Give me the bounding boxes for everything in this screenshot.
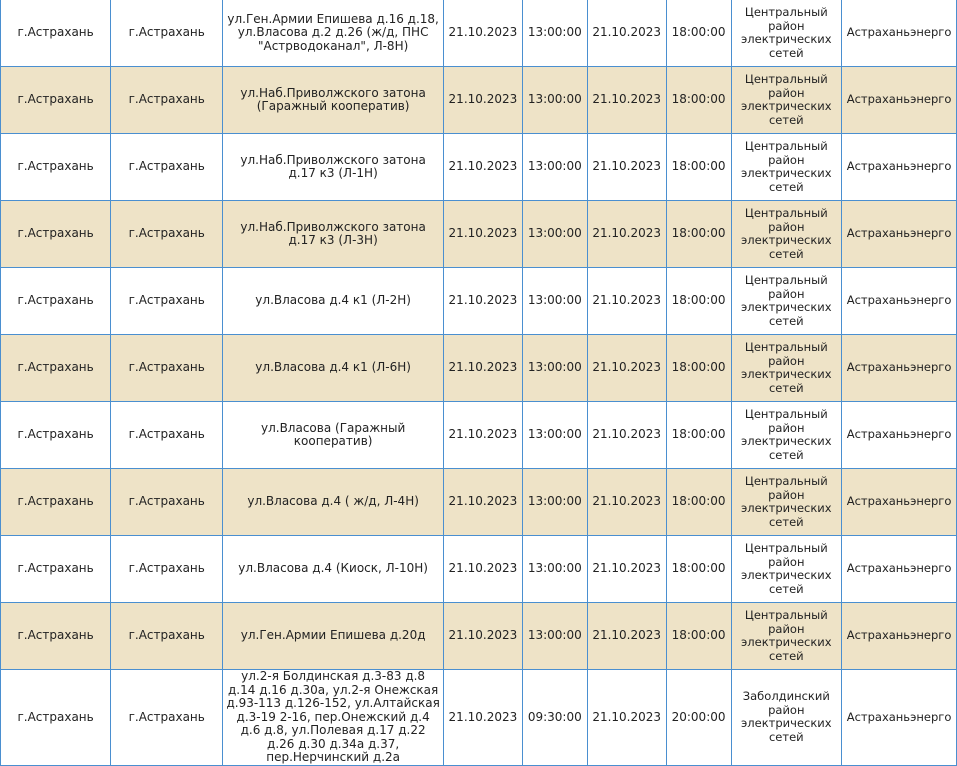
end-date-cell: 21.10.2023 [587,335,666,402]
end-time-cell: 18:00:00 [666,67,731,134]
end-time-cell: 18:00:00 [666,201,731,268]
start-date-cell: 21.10.2023 [443,268,522,335]
organization-cell: Астраханьэнерго [842,670,957,766]
address-cell: ул.Ген.Армии Епишева д.16 д.18, ул.Власова д.2 д.26 (ж/д, ПНС "Астрводоканал", Л-8Н) [223,0,444,67]
organization-cell: Астраханьэнерго [842,603,957,670]
network-cell: Центральный район электрических сетей [731,201,842,268]
address-cell: ул.Власова (Гаражный кооператив) [223,402,444,469]
city-cell: г.Астрахань [1,536,111,603]
city-cell: г.Астрахань [1,67,111,134]
end-time-cell: 18:00:00 [666,402,731,469]
address-cell: ул.Наб.Приволжского затона д.17 к3 (Л-3Н) [223,201,444,268]
locality-cell: г.Астрахань [111,0,223,67]
city-cell: г.Астрахань [1,469,111,536]
table-row [1,335,957,402]
network-cell: Центральный район электрических сетей [731,67,842,134]
city-cell: г.Астрахань [1,0,111,67]
locality-cell: г.Астрахань [111,469,223,536]
table-row [1,67,957,134]
organization-cell: Астраханьэнерго [842,0,957,67]
start-time-cell: 13:00:00 [522,536,587,603]
organization-cell: Астраханьэнерго [842,268,957,335]
start-date-cell: 21.10.2023 [443,536,522,603]
end-time-cell: 18:00:00 [666,0,731,67]
organization-cell: Астраханьэнерго [842,201,957,268]
locality-cell: г.Астрахань [111,536,223,603]
locality-cell: г.Астрахань [111,134,223,201]
network-cell: Центральный район электрических сетей [731,402,842,469]
table-row [1,603,957,670]
organization-cell: Астраханьэнерго [842,335,957,402]
table-row [1,402,957,469]
table-body [1,0,957,765]
network-cell: Центральный район электрических сетей [731,536,842,603]
organization-cell: Астраханьэнерго [842,402,957,469]
start-date-cell: 21.10.2023 [443,201,522,268]
start-date-cell: 21.10.2023 [443,603,522,670]
start-time-cell: 13:00:00 [522,134,587,201]
organization-cell: Астраханьэнерго [842,469,957,536]
locality-cell: г.Астрахань [111,268,223,335]
city-cell: г.Астрахань [1,268,111,335]
end-date-cell: 21.10.2023 [587,0,666,67]
locality-cell: г.Астрахань [111,402,223,469]
end-time-cell: 18:00:00 [666,536,731,603]
address-cell: ул.Наб.Приволжского затона д.17 к3 (Л-1Н) [223,134,444,201]
start-time-cell: 13:00:00 [522,268,587,335]
table-row [1,469,957,536]
end-time-cell: 18:00:00 [666,469,731,536]
start-time-cell: 09:30:00 [522,670,587,766]
address-cell: ул.Власова д.4 к1 (Л-2Н) [223,268,444,335]
network-cell: Центральный район электрических сетей [731,335,842,402]
start-time-cell: 13:00:00 [522,67,587,134]
network-cell: Заболдинский район электрических сетей [731,670,842,766]
city-cell: г.Астрахань [1,603,111,670]
city-cell: г.Астрахань [1,335,111,402]
organization-cell: Астраханьэнерго [842,536,957,603]
locality-cell: г.Астрахань [111,335,223,402]
end-time-cell: 18:00:00 [666,134,731,201]
table-row [1,201,957,268]
end-date-cell: 21.10.2023 [587,67,666,134]
network-cell: Центральный район электрических сетей [731,134,842,201]
address-cell: ул.Власова д.4 ( ж/д, Л-4Н) [223,469,444,536]
network-cell: Центральный район электрических сетей [731,0,842,67]
end-time-cell: 18:00:00 [666,268,731,335]
start-date-cell: 21.10.2023 [443,0,522,67]
table-row [1,670,957,766]
table-row [1,536,957,603]
start-time-cell: 13:00:00 [522,469,587,536]
start-date-cell: 21.10.2023 [443,335,522,402]
address-cell: ул.Ген.Армии Епишева д.20д [223,603,444,670]
end-date-cell: 21.10.2023 [587,268,666,335]
start-time-cell: 13:00:00 [522,0,587,67]
end-time-cell: 18:00:00 [666,335,731,402]
city-cell: г.Астрахань [1,134,111,201]
address-cell: ул.Наб.Приволжского затона (Гаражный кооператив) [223,67,444,134]
city-cell: г.Астрахань [1,201,111,268]
city-cell: г.Астрахань [1,670,111,766]
locality-cell: г.Астрахань [111,670,223,766]
table-row [1,268,957,335]
organization-cell: Астраханьэнерго [842,134,957,201]
table-row [1,134,957,201]
end-date-cell: 21.10.2023 [587,603,666,670]
start-date-cell: 21.10.2023 [443,469,522,536]
start-time-cell: 13:00:00 [522,603,587,670]
address-cell: ул.Власова д.4 (Киоск, Л-10Н) [223,536,444,603]
locality-cell: г.Астрахань [111,603,223,670]
end-date-cell: 21.10.2023 [587,402,666,469]
organization-cell: Астраханьэнерго [842,67,957,134]
start-date-cell: 21.10.2023 [443,670,522,766]
start-time-cell: 13:00:00 [522,402,587,469]
city-cell: г.Астрахань [1,402,111,469]
start-date-cell: 21.10.2023 [443,402,522,469]
end-date-cell: 21.10.2023 [587,536,666,603]
start-date-cell: 21.10.2023 [443,67,522,134]
table-row [1,0,957,67]
end-date-cell: 21.10.2023 [587,134,666,201]
address-cell: ул.2-я Болдинская д.3-83 д.8 д.14 д.16 д.30а, ул.2-я Онежская д.93-113 д.126-152, ул.Алтайская д.3-19 2-16, пер.Онежский д.4 д.6 д.8, ул.Полевая д.17 д.22 д.26 д.30 д.34а д.37, пер.Нерчинский д.2а [223,670,444,766]
end-time-cell: 18:00:00 [666,603,731,670]
network-cell: Центральный район электрических сетей [731,469,842,536]
end-date-cell: 21.10.2023 [587,201,666,268]
locality-cell: г.Астрахань [111,201,223,268]
end-date-cell: 21.10.2023 [587,469,666,536]
address-cell: ул.Власова д.4 к1 (Л-6Н) [223,335,444,402]
start-time-cell: 13:00:00 [522,335,587,402]
start-time-cell: 13:00:00 [522,201,587,268]
end-date-cell: 21.10.2023 [587,670,666,766]
start-date-cell: 21.10.2023 [443,134,522,201]
network-cell: Центральный район электрических сетей [731,268,842,335]
end-time-cell: 20:00:00 [666,670,731,766]
network-cell: Центральный район электрических сетей [731,603,842,670]
locality-cell: г.Астрахань [111,67,223,134]
